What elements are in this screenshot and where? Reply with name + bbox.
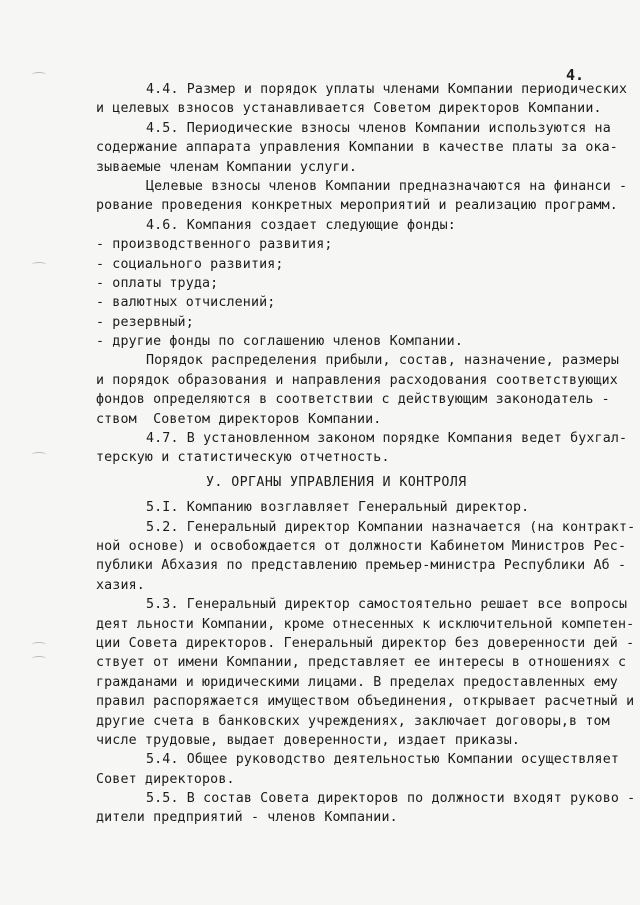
text-line: зываемые членам Компании услуги. [96, 159, 357, 175]
scan-mark [32, 452, 46, 457]
text-line: рование проведения конкретных мероприятий и реализацию программ. [96, 198, 618, 214]
scan-mark [32, 642, 46, 647]
scan-mark [32, 656, 46, 661]
text-line: 5.4. Общее руководство деятельностью Компании осуществляет [146, 752, 620, 768]
text-line: - социального развития; [96, 256, 284, 272]
text-line: 4.5. Периодические взносы членов Компании используются на [146, 120, 611, 136]
text-line: 4.6. Компания создает следующие фонды: [146, 217, 456, 233]
text-line: ции Совета директоров. Генеральный директор без доверенности дей - [96, 635, 635, 651]
text-line: 5.3. Генеральный директор самостоятельно решает все вопросы [146, 597, 628, 613]
text-line: - производственного развития; [96, 237, 333, 253]
text-line: ством Советом директоров Компании. [96, 411, 382, 427]
text-line: 4.7. В установленном законом порядке Компания ведет бухгал- [146, 431, 628, 447]
text-line: 4.4. Размер и порядок уплаты членами Компании периодических [146, 82, 628, 97]
text-line: 5.5. В состав Совета директоров по должности входят руково - [146, 791, 636, 807]
text-line: фондов определяются в соответствии с действующим законодатель - [96, 392, 610, 408]
text-line: и порядок образования и направления расходования соответствующих [96, 372, 618, 388]
text-line: терскую и статистическую отчетность. [96, 450, 390, 466]
text-line: - резервный; [96, 314, 194, 330]
text-line: дители предприятий - членов Компании. [96, 810, 398, 826]
text-line: Совет директоров. [96, 771, 235, 787]
text-line: Порядок распределения прибыли, состав, назначение, размеры [146, 353, 620, 369]
page-number: 4. [566, 66, 585, 84]
text-line: ствует от имени Компании, представляет ее интересы в отношениях с [96, 655, 627, 671]
text-line: 5.I. Компанию возглавляет Генеральный директор. [146, 500, 530, 516]
text-line: другие счета в банковских учреждениях, заключает договоры,в том [96, 713, 610, 729]
scan-mark [32, 262, 46, 267]
document-body [96, 80, 636, 828]
text-line: числе трудовые, выдает доверенности, издает приказы. [96, 732, 521, 748]
text-line: Целевые взносы членов Компании предназначаются на финанси - [146, 178, 628, 194]
text-line: - валютных отчислений; [96, 295, 276, 311]
text-line: ной основе) и освобождается от должности Кабинетом Министров Рес- [96, 538, 627, 554]
text-line: деят льности Компании, кроме отнесенных к исключительной компетен- [96, 616, 635, 632]
text-line: - другие фонды по соглашению членов Компании. [96, 334, 463, 350]
section-heading: У. ОРГАНЫ УПРАВЛЕНИЯ И КОНТРОЛЯ [206, 474, 467, 490]
scan-mark [32, 72, 46, 77]
text-line: содержание аппарата управления Компании в качестве платы за ока- [96, 140, 618, 156]
text-line: публики Абхазия по представлению премьер-министра Республики Аб - [96, 558, 627, 574]
text-line: хазия. [96, 577, 145, 593]
text-line: и целевых взносов устанавливается Советом директоров Компании. [96, 101, 602, 117]
text-line: - оплаты труда; [96, 275, 219, 291]
text-line: правил распоряжается имуществом объединения, открывает расчетный и [96, 694, 635, 710]
text-line: гражданами и юридическими лицами. В пределах предоставленных ему [96, 674, 618, 690]
text-line: 5.2. Генеральный директор Компании назначается (на контракт- [146, 519, 636, 535]
